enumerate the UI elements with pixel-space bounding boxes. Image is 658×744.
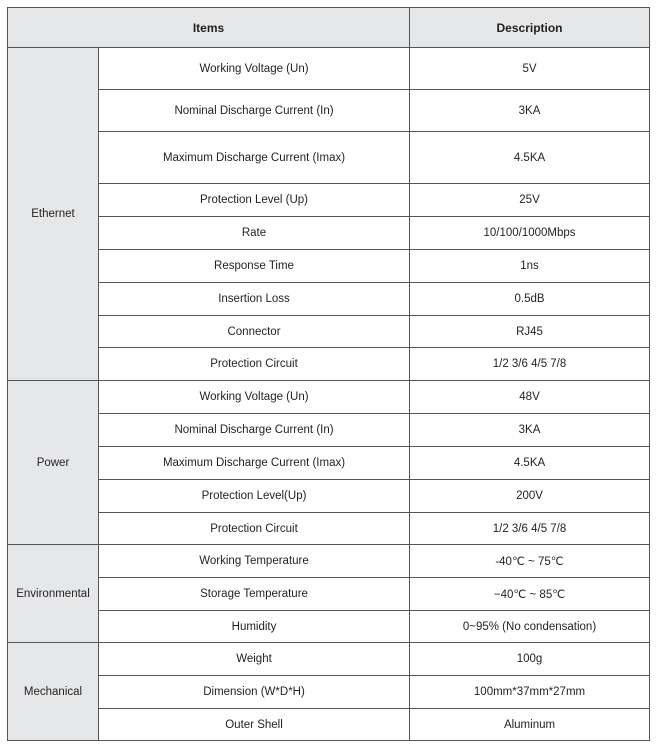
table-row: [8, 90, 650, 132]
table-row: [8, 48, 650, 90]
group-power: [8, 381, 650, 545]
table-row: [8, 513, 650, 545]
table-row: [8, 348, 650, 381]
table-row: [8, 132, 650, 184]
item-cell: Maximum Discharge Current (Imax): [99, 447, 410, 480]
value-cell: 100mm*37mm*27mm: [410, 676, 650, 709]
spec-table: [7, 7, 650, 741]
value-cell: 4.5KA: [410, 132, 650, 184]
value-cell: −40℃ ~ 85℃: [410, 578, 650, 611]
item-cell: Protection Level(Up): [99, 480, 410, 513]
item-cell: Working Temperature: [99, 545, 410, 578]
item-cell: Nominal Discharge Current (In): [99, 90, 410, 132]
header-items: Items: [8, 8, 410, 48]
value-cell: RJ45: [410, 316, 650, 348]
group-ethernet: [8, 48, 650, 381]
value-cell: 200V: [410, 480, 650, 513]
value-cell: 4.5KA: [410, 447, 650, 480]
table-row: [8, 611, 650, 643]
table-row: [8, 250, 650, 283]
group-label: Environmental: [8, 545, 99, 643]
table-header: [8, 8, 650, 48]
item-cell: Humidity: [99, 611, 410, 643]
item-cell: Insertion Loss: [99, 283, 410, 316]
value-cell: 3KA: [410, 90, 650, 132]
value-cell: 25V: [410, 184, 650, 217]
table-row: [8, 545, 650, 578]
group-label: Power: [8, 381, 99, 545]
item-cell: Nominal Discharge Current (In): [99, 414, 410, 447]
table-row: [8, 676, 650, 709]
table-row: [8, 316, 650, 348]
value-cell: 5V: [410, 48, 650, 90]
item-cell: Response Time: [99, 250, 410, 283]
value-cell: -40℃ ~ 75℃: [410, 545, 650, 578]
value-cell: 1/2 3/6 4/5 7/8: [410, 348, 650, 381]
table-row: [8, 643, 650, 676]
item-cell: Dimension (W*D*H): [99, 676, 410, 709]
table-row: [8, 184, 650, 217]
value-cell: 48V: [410, 381, 650, 414]
item-cell: Protection Circuit: [99, 513, 410, 545]
table-row: [8, 578, 650, 611]
table-row: [8, 414, 650, 447]
table-row: [8, 283, 650, 316]
value-cell: 0.5dB: [410, 283, 650, 316]
value-cell: 100g: [410, 643, 650, 676]
table-row: [8, 480, 650, 513]
value-cell: 1/2 3/6 4/5 7/8: [410, 513, 650, 545]
table-row: [8, 709, 650, 741]
table-row: [8, 447, 650, 480]
group-mechanical: [8, 643, 650, 741]
item-cell: Storage Temperature: [99, 578, 410, 611]
item-cell: Protection Circuit: [99, 348, 410, 381]
value-cell: 3KA: [410, 414, 650, 447]
item-cell: Protection Level (Up): [99, 184, 410, 217]
item-cell: Maximum Discharge Current (Imax): [99, 132, 410, 184]
item-cell: Weight: [99, 643, 410, 676]
item-cell: Rate: [99, 217, 410, 250]
value-cell: 1ns: [410, 250, 650, 283]
value-cell: 0~95% (No condensation): [410, 611, 650, 643]
group-environmental: [8, 545, 650, 643]
header-description: Description: [410, 8, 650, 48]
item-cell: Outer Shell: [99, 709, 410, 741]
item-cell: Working Voltage (Un): [99, 381, 410, 414]
group-label: Mechanical: [8, 643, 99, 741]
value-cell: 10/100/1000Mbps: [410, 217, 650, 250]
item-cell: Connector: [99, 316, 410, 348]
table-row: [8, 217, 650, 250]
group-label: Ethernet: [8, 48, 99, 381]
item-cell: Working Voltage (Un): [99, 48, 410, 90]
value-cell: Aluminum: [410, 709, 650, 741]
table-row: [8, 381, 650, 414]
